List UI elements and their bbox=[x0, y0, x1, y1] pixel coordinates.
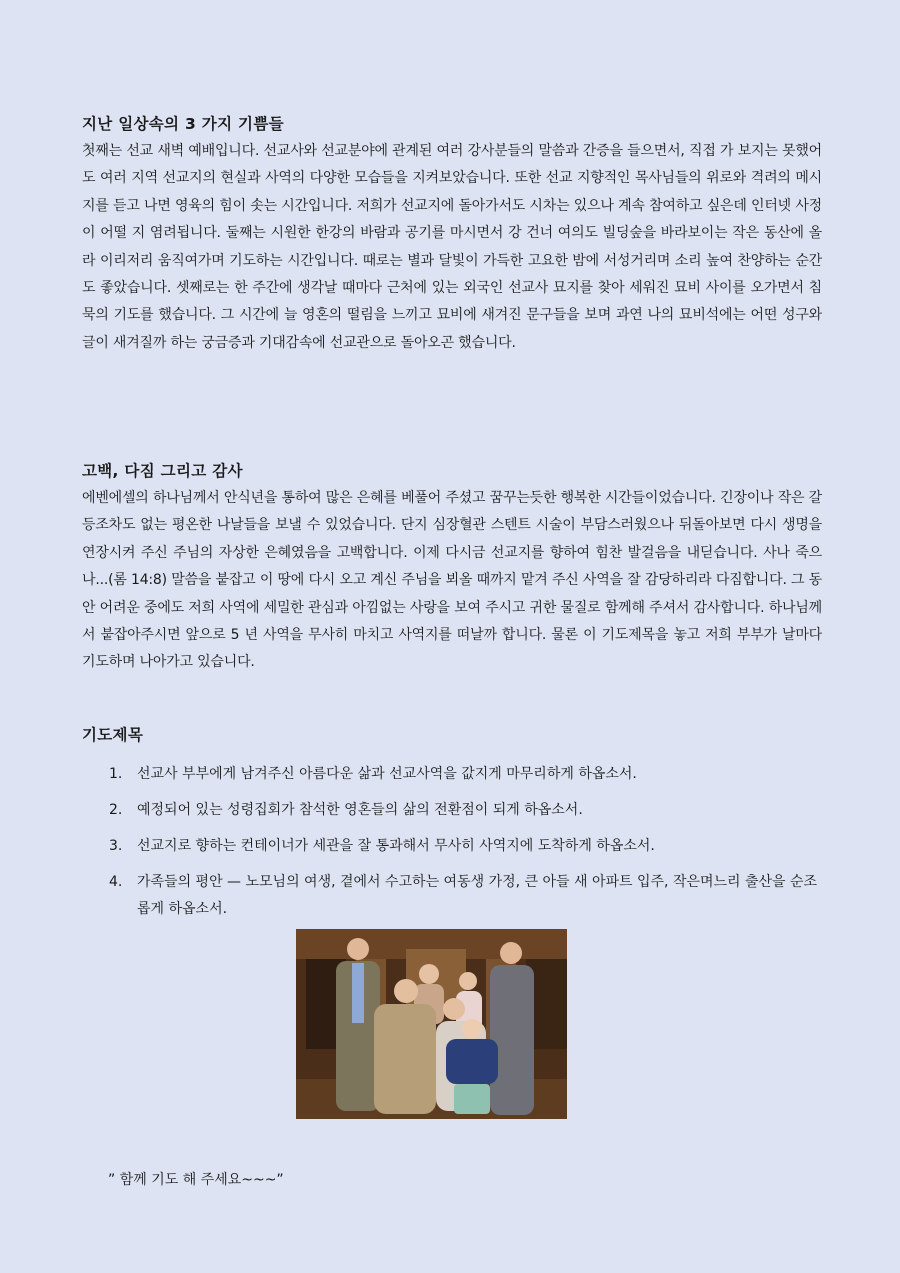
letter-page bbox=[82, 112, 822, 917]
item-number: 4. bbox=[109, 874, 123, 890]
section-heading: 기도제목 bbox=[82, 726, 144, 744]
item-text: 예정되어 있는 성령집회가 참석한 영혼들의 삶의 전환점이 되게 하옵소서. bbox=[137, 802, 583, 818]
list-item bbox=[82, 761, 822, 788]
item-number: 2. bbox=[109, 802, 123, 818]
list-item bbox=[82, 869, 822, 923]
item-number: 3. bbox=[109, 838, 123, 854]
prayer-list bbox=[82, 761, 822, 923]
item-text: 가족들의 평안 — 노모님의 여생, 곁에서 수고하는 여동생 가정, 큰 아들 새 아파트 입주, 작은며느리 출산을 순조롭게 하옵소서. bbox=[137, 874, 818, 917]
closing-remark: ” 함께 기도 해 주세요~~~” bbox=[108, 1172, 284, 1188]
section-body: 에벤에셀의 하나님께서 안식년을 통하여 많은 은혜를 베풀어 주셨고 꿈꾸는듯한 행복한 시간들이었습니다. 긴장이나 작은 갈등조차도 없는 평온한 나날들을 보낼 수 있었습니다. 단지 심장혈관 스텐트 시술이 부담스러웠으나 뒤돌아보면 다시 생명을 연장시켜 주신 주님의 자상한 은혜였음을 고백합니다. 이제 다시금 선교지를 향하여 힘찬 발걸음을 내딛습니다. 사나 죽으나...(롬 14:8) 말씀을 붙잡고 이 땅에 다시 오고 계신 주님을 뵈올 때까지 맡겨 주신 사역을 잘 감당하리라 다짐합니다. 그 동안 어려운 중에도 저희 사역에 세밀한 관심과 아낌없는 사랑을 보여 주시고 귀한 물질로 함께해 주셔서 감사합니다. 하나님께서 붙잡아주시면 앞으로 5 년 사역을 무사히 마치고 사역지를 떠날까 합니다. 물론 이 기도제목을 놓고 저희 부부가 날마다 기도하며 나아가고 있습니다. bbox=[82, 490, 822, 671]
item-text: 선교사 부부에게 남겨주신 아름다운 삶과 선교사역을 값지게 마무리하게 하옵소서. bbox=[137, 766, 637, 782]
family-photo bbox=[296, 929, 567, 1119]
section-heading: 지난 일상속의 3 가지 기쁨들 bbox=[82, 115, 284, 133]
section-body: 첫째는 선교 새벽 예배입니다. 선교사와 선교분야에 관계된 여러 강사분들의 말씀과 간증을 들으면서, 직접 가 보지는 못했어도 여러 지역 선교지의 현실과 사역의 다양한 모습들을 지켜보았습니다. 또한 선교 지향적인 목사님들의 위로와 격려의 메시지를 듣고 나면 영육의 힘이 솟는 시간입니다. 저희가 선교지에 돌아가서도 시차는 있으나 계속 참여하고 싶은데 인터넷 사정이 어떨 지 염려됩니다. 둘째는 시원한 한강의 바람과 공기를 마시면서 강 건너 여의도 빌딩숲을 바라보이는 작은 동산에 올라 이리저리 움직여가며 기도하는 시간입니다. 때로는 별과 달빛이 가득한 고요한 밤에 서성거리며 소리 높여 찬양하는 순간도 좋았습니다. 셋째로는 한 주간에 생각날 때마다 근처에 있는 외국인 선교사 묘지를 찾아 세워진 묘비 사이를 오가면서 침묵의 기도를 했습니다. 그 시간에 늘 영혼의 떨림을 느끼고 묘비에 새겨진 문구들을 보며 과연 나의 묘비석에는 어떤 성구와 글이 새겨질까 하는 궁금증과 기대감속에 선교관으로 돌아오곤 했습니다. bbox=[82, 143, 822, 351]
section-prayer-requests bbox=[82, 723, 822, 932]
section-three-joys bbox=[82, 112, 822, 357]
section-heading: 고백, 다짐 그리고 감사 bbox=[82, 462, 243, 480]
item-text: 선교지로 향하는 컨테이너가 세관을 잘 통과해서 무사히 사역지에 도착하게 하옵소서. bbox=[137, 838, 655, 854]
list-item bbox=[82, 833, 822, 860]
list-item bbox=[82, 797, 822, 824]
section-confession bbox=[82, 459, 822, 677]
family-photo-illustration bbox=[296, 929, 567, 1119]
item-number: 1. bbox=[109, 766, 123, 782]
